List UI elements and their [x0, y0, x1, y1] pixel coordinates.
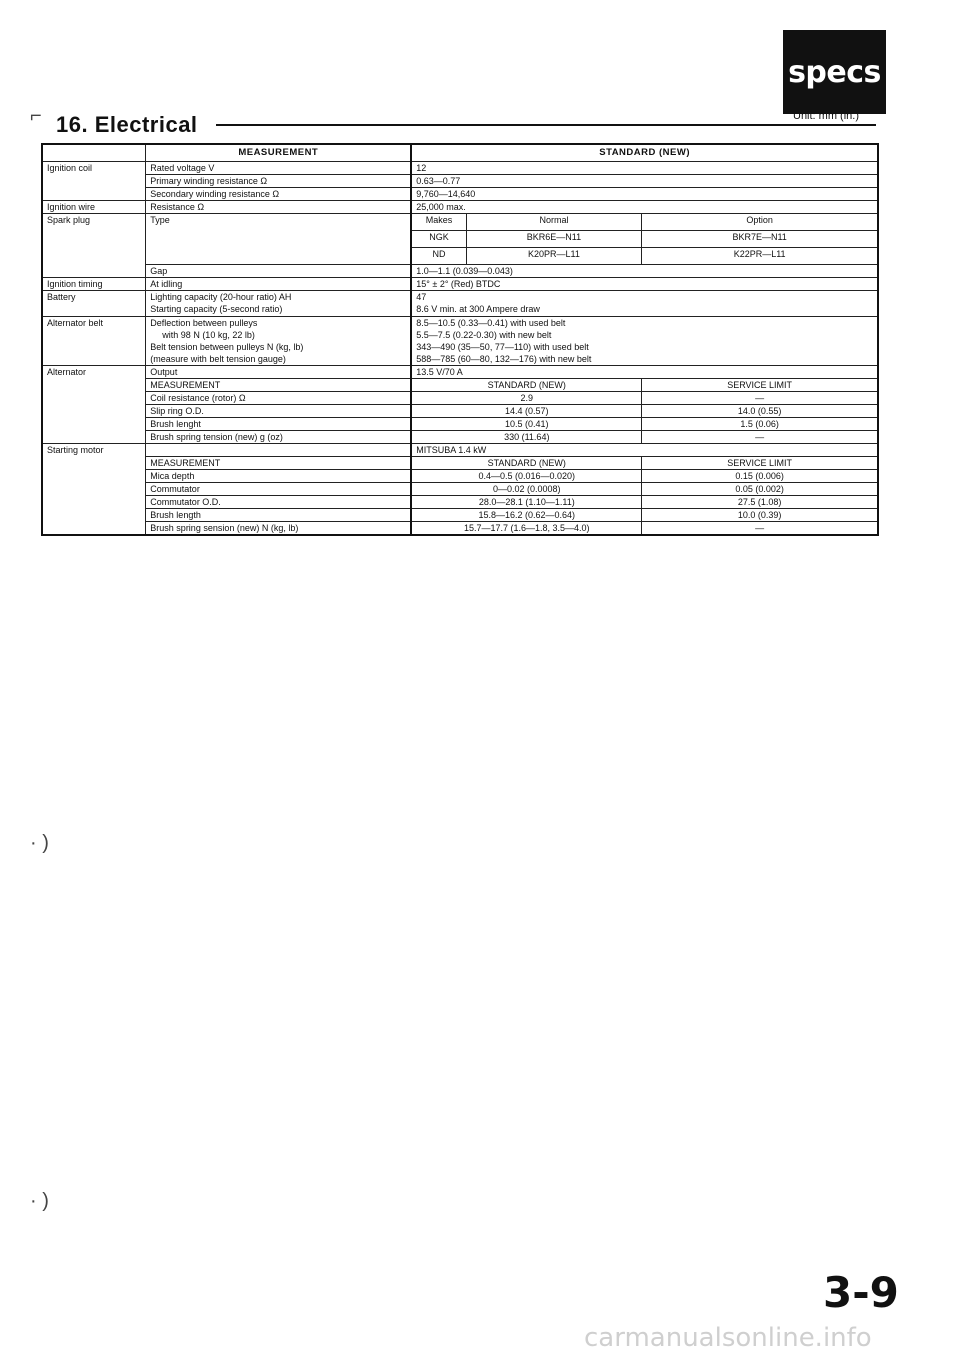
table-row: Slip ring O.D. 14.4 (0.57) 14.0 (0.55) [42, 405, 878, 418]
table-row: Gap 1.0—1.1 (0.039—0.043) [42, 265, 878, 278]
table-row: Ignition timing At idling 15° ± 2° (Red) BTDC [42, 278, 878, 291]
title-rule [216, 124, 876, 126]
electrical-specs-table [41, 143, 879, 536]
group-label-ignition-coil: Ignition coil [42, 162, 146, 175]
table-row: ND K20PR—L11 K22PR—L11 [42, 248, 878, 265]
section-title: 16. Electrical [56, 112, 198, 137]
page-number: 3-9 [823, 1268, 899, 1317]
table-row: Brush length 15.8—16.2 (0.62—0.64) 10.0 (0.39) [42, 509, 878, 522]
binder-mark-middle: · ) [30, 832, 49, 854]
table-row: MEASUREMENT STANDARD (NEW) SERVICE LIMIT [42, 379, 878, 392]
group-label-starting-motor: Starting motor [42, 444, 146, 457]
table-row: Brush spring sension (new) N (kg, lb) 15.7—17.7 (1.6—1.8, 3.5—4.0) — [42, 522, 878, 536]
table-row: Alternator belt Deflection between pulleys with 98 N (10 kg, 22 lb) Belt tension between pulleys N (kg, lb) (measure with belt tension gauge) 8.5—10.5 (0.33—0.41) with used belt 5.5—7.5 (0.22-0.30) with new belt 343—490 (35—50, 77—110) with used belt 588—785 (60—80, 132—176) with new belt [42, 317, 878, 366]
table-row: Starting motor MITSUBA 1.4 kW [42, 444, 878, 457]
table-row: Ignition coil Rated voltage V 12 [42, 162, 878, 175]
group-label-ignition-wire: Ignition wire [42, 201, 146, 214]
binder-mark-bottom: · ) [30, 1190, 49, 1212]
group-label-alternator-belt: Alternator belt [42, 317, 146, 366]
table-row: Mica depth 0.4—0.5 (0.016—0.020) 0.15 (0.006) [42, 470, 878, 483]
table-row: Commutator O.D. 28.0—28.1 (1.10—1.11) 27.5 (1.08) [42, 496, 878, 509]
table-row: Brush spring tension (new) g (oz) 330 (11.64) — [42, 431, 878, 444]
table-row: Battery Lighting capacity (20-hour ratio) AH Starting capacity (5-second ratio) 47 8.6 V min. at 300 Ampere draw [42, 291, 878, 317]
header-measurement: MEASUREMENT [146, 144, 411, 162]
table-row: Coil resistance (rotor) Ω 2.9 — [42, 392, 878, 405]
table-row: Brush lenght 10.5 (0.41) 1.5 (0.06) [42, 418, 878, 431]
table-row: Secondary winding resistance Ω 9,760—14,640 [42, 188, 878, 201]
watermark: carmanualsonline.info [584, 1323, 872, 1353]
group-label-alternator: Alternator [42, 366, 146, 379]
unit-note: Unit: mm (in.) [793, 110, 859, 122]
table-row: Ignition wire Resistance Ω 25,000 max. [42, 201, 878, 214]
group-label-spark-plug: Spark plug [42, 214, 146, 231]
table-row: Alternator Output 13.5 V/70 A [42, 366, 878, 379]
table-header-row [42, 144, 878, 162]
table-row: Primary winding resistance Ω 0.63—0.77 [42, 175, 878, 188]
table-row: Commutator 0—0.02 (0.0008) 0.05 (0.002) [42, 483, 878, 496]
table-row: NGK BKR6E—N11 BKR7E—N11 [42, 231, 878, 248]
table-row: Spark plug Type Makes Normal Option [42, 214, 878, 231]
table-row: MEASUREMENT STANDARD (NEW) SERVICE LIMIT [42, 457, 878, 470]
header-standard: STANDARD (NEW) [411, 144, 878, 162]
specs-badge: specs [783, 30, 886, 114]
binder-mark-top: ⌐ [30, 105, 42, 127]
group-label-ignition-timing: Ignition timing [42, 278, 146, 291]
group-label-battery: Battery [42, 291, 146, 317]
